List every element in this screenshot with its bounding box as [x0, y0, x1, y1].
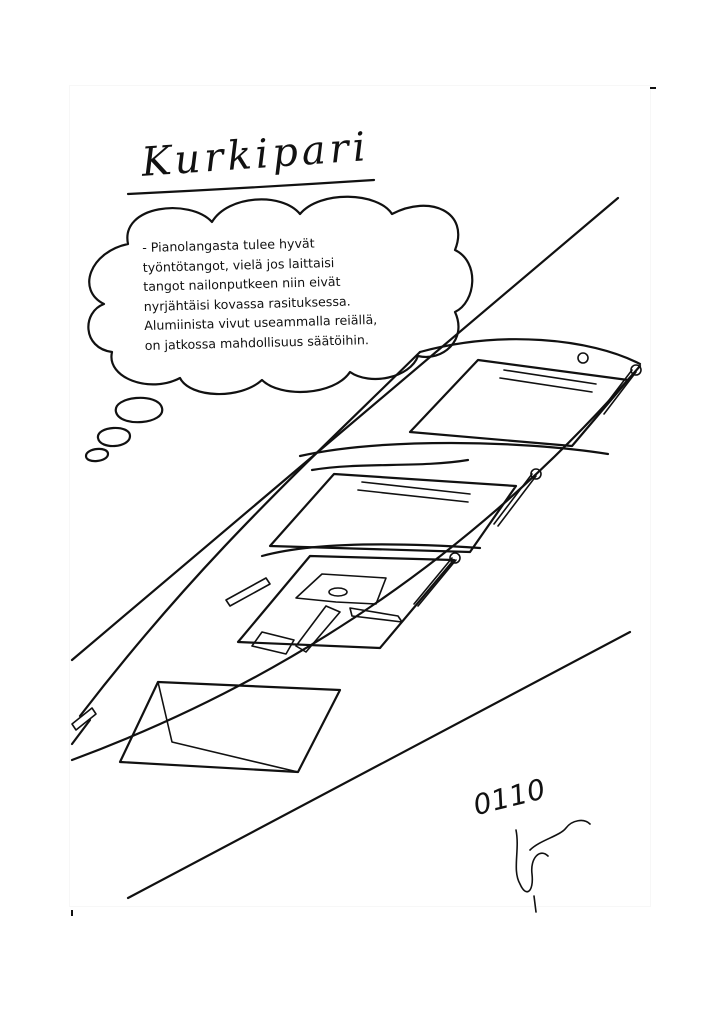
scan-mark-bottom — [71, 910, 73, 916]
wing-edge-line-3 — [72, 720, 90, 744]
bubble-line: tangot nailonputkeen niin eivät — [143, 273, 341, 294]
bubble-line: - Pianolangasta tulee hyvät — [142, 235, 315, 255]
signature-number: 0110 — [470, 772, 550, 823]
wing-edge-line-2 — [80, 352, 420, 716]
bubble-line: työntötangot, vielä jos laittaisi — [142, 254, 335, 275]
wing-inner-edge — [72, 366, 640, 760]
bubble-line: on jatkossa mahdollisuus säätöihin. — [144, 331, 370, 353]
bay-1-hole — [578, 353, 588, 363]
scan-mark-top — [650, 87, 656, 89]
wing-trailing-edge — [128, 632, 630, 898]
thought-dot-medium — [98, 428, 130, 446]
bay-2-rod — [494, 474, 536, 526]
bubble-line: Alumiinista vivut useammalla reiällä, — [144, 311, 378, 333]
bay-4-inner — [158, 682, 298, 772]
page-title: Kurkipari — [140, 124, 371, 186]
bay-2-slot — [358, 482, 470, 502]
signature-scribble — [516, 821, 590, 912]
horn-hole — [329, 588, 347, 596]
rib-4 — [312, 460, 468, 470]
thought-bubble-text — [142, 231, 405, 355]
thought-dot-small — [86, 449, 108, 461]
bubble-line: nyrjähtäisi kovassa rasituksessa. — [143, 293, 351, 314]
thought-dot-large — [116, 398, 162, 422]
hinge-1 — [226, 578, 270, 606]
